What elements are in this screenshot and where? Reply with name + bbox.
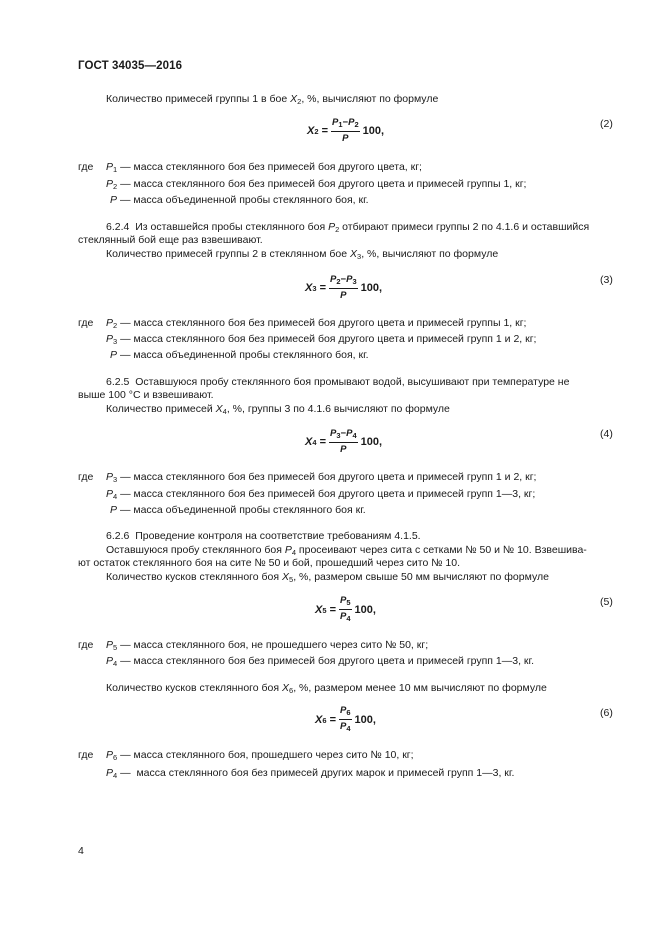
definition-p: P — масса объединенной пробы стеклянного боя, кг. bbox=[110, 349, 369, 361]
clause-6-2-6-line2: Оставшуюся пробу стеклянного боя $P_4$ просеивают через сита с сетками № 50 и № 10. Взвешива- bbox=[106, 544, 587, 557]
where-label: где bbox=[78, 639, 94, 651]
formula-2: X 2 = $\frac{P_1-P_2}{P}$ 100, bbox=[307, 117, 385, 144]
clause-6-2-4-line1: 6.2.4 Из оставшейся пробы стеклянного боя $P_2$ отбирают примеси группы 2 по 4.1.6 и оставшийся bbox=[106, 221, 590, 234]
definition-p6: $P_6$ — масса стеклянного боя, прошедшего через сито № 10, кг; bbox=[106, 749, 414, 762]
definition-p3: $P_3$ — масса стеклянного боя без примесей боя другого цвета и примесей групп 1 и 2, кг; bbox=[106, 333, 537, 346]
clause-6-2-5-line2: выше 100 °С и взвешивают. bbox=[78, 389, 214, 401]
definition-p: P — масса объединенной пробы стеклянного боя кг. bbox=[110, 504, 366, 516]
intro-paragraph-x3: Количество примесей группы 2 в стеклянном бое $X_3$, %, вычисляют по формуле bbox=[106, 248, 499, 261]
formula-number-4: (4) bbox=[600, 428, 613, 440]
formula-6: X 6 = $\frac{P_6}{P_4}$ 100, bbox=[315, 705, 376, 733]
intro-paragraph-x4: Количество примесей $X_4$, %, группы 3 по 4.1.6 вычисляют по формуле bbox=[106, 403, 450, 416]
where-label: где bbox=[78, 471, 94, 483]
definition-p2: $P_2$ — масса стеклянного боя без примесей боя другого цвета и примесей группы 1, кг; bbox=[106, 178, 527, 191]
definition-p4: $P_4$ — масса стеклянного боя без примесей боя другого цвета и примесей групп 1—3, кг. bbox=[106, 655, 534, 668]
definition-p5: $P_5$ — масса стеклянного боя, не прошедшего через сито № 50, кг; bbox=[106, 639, 429, 652]
where-label: где bbox=[78, 161, 94, 173]
formula-number-2: (2) bbox=[600, 118, 613, 130]
definition-p4: $P_4$ — масса стеклянного боя без примесей других марок и примесей групп 1—3, кг. bbox=[106, 767, 515, 780]
intro-paragraph-x2: Количество примесей группы 1 в бое $X_2$, %, вычисляют по формуле bbox=[106, 93, 439, 106]
definition-p4: $P_4$ — масса стеклянного боя без примесей боя другого цвета и примесей групп 1—3, кг; bbox=[106, 488, 536, 501]
formula-number-3: (3) bbox=[600, 274, 613, 286]
clause-6-2-4-line2: стеклянный бой еще раз взвешивают. bbox=[78, 234, 263, 246]
definition-p: P — масса объединенной пробы стеклянного боя, кг. bbox=[110, 194, 369, 206]
clause-6-2-6-line1: 6.2.6 Проведение контроля на соответствие требованиям 4.1.5. bbox=[106, 530, 421, 542]
formula-4: X 4 = $\frac{P_3-P_4}{P}$ 100, bbox=[305, 428, 383, 455]
definition-p2: $P_2$ — масса стеклянного боя без примесей боя другого цвета и примесей группы 1, кг; bbox=[106, 317, 527, 330]
formula-number-6: (6) bbox=[600, 707, 613, 719]
where-label: где bbox=[78, 317, 94, 329]
formula-5: X 5 = $\frac{P_5}{P_4}$ 100, bbox=[315, 595, 376, 623]
clause-6-2-6-line3: ют остаток стеклянного боя на сите № 50 и бой, прошедший через сито № 10. bbox=[78, 557, 461, 569]
definition-p3: $P_3$ — масса стеклянного боя без примесей боя другого цвета и примесей групп 1 и 2, кг; bbox=[106, 471, 537, 484]
formula-3: X 3 = $\frac{P_2-P_3}{P}$ 100, bbox=[305, 274, 383, 301]
page-number: 4 bbox=[78, 845, 84, 857]
intro-paragraph-x5: Количество кусков стеклянного боя $X_5$, %, размером свыше 50 мм вычисляют по формуле bbox=[106, 571, 549, 584]
document-header: ГОСТ 34035—2016 bbox=[78, 60, 183, 72]
intro-paragraph-x6: Количество кусков стеклянного боя $X_6$, %, размером менее 10 мм вычисляют по формуле bbox=[106, 682, 547, 695]
definition-p1: $P_1$ — масса стеклянного боя без примесей боя другого цвета, кг; bbox=[106, 161, 422, 174]
where-label: где bbox=[78, 749, 94, 761]
formula-number-5: (5) bbox=[600, 596, 613, 608]
clause-6-2-5-line1: 6.2.5 Оставшуюся пробу стеклянного боя промывают водой, высушивают при температуре не bbox=[106, 376, 570, 388]
